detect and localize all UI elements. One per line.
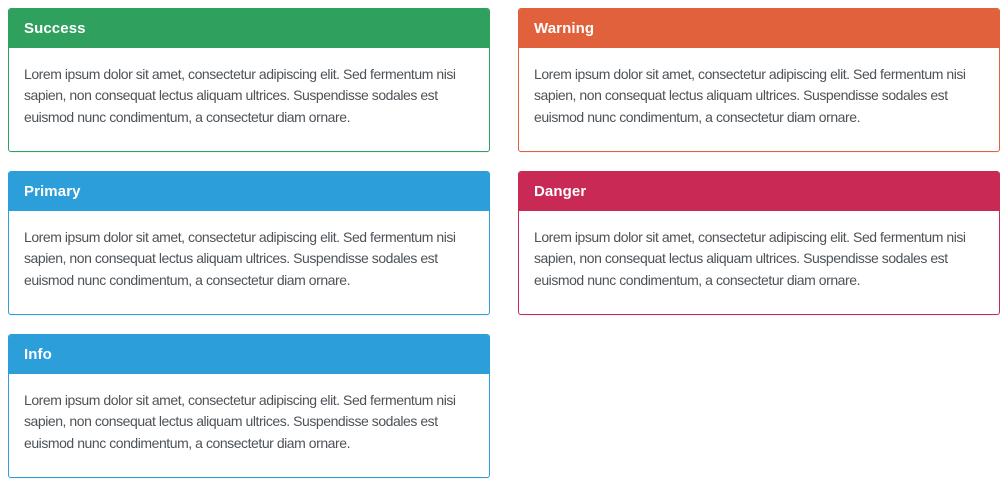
panel-primary-title: Primary [24,183,81,200]
panel-primary [8,171,490,315]
panel-info [8,334,490,478]
panel-success-heading [8,8,490,48]
panel-danger [518,171,1000,315]
panel-warning-body [519,48,999,151]
panel-primary-text: Lorem ipsum dolor sit amet, consectetur adipiscing elit. Sed fermentum nisi sapien, non consequat lectus aliquam ultrices. Suspendisse sodales est euismod nunc condimentum, a consectetur diam ornare. [24,229,456,288]
panel-primary-body [9,211,489,314]
panel-info-body [9,374,489,477]
panel-danger-body [519,211,999,314]
panel-warning-title: Warning [534,20,595,37]
panel-success [8,8,490,152]
panel-info-title: Info [24,346,52,363]
panel-danger-title: Danger [534,183,587,200]
panel-info-heading [8,334,490,374]
panel-success-title: Success [24,20,86,37]
panel-primary-heading [8,171,490,211]
panel-info-text: Lorem ipsum dolor sit amet, consectetur adipiscing elit. Sed fermentum nisi sapien, non consequat lectus aliquam ultrices. Suspendisse sodales est euismod nunc condimentum, a consectetur diam ornare. [24,392,456,451]
panel-success-text: Lorem ipsum dolor sit amet, consectetur adipiscing elit. Sed fermentum nisi sapien, non consequat lectus aliquam ultrices. Suspendisse sodales est euismod nunc condimentum, a consectetur diam ornare. [24,66,456,125]
panel-grid [8,8,1000,478]
panel-warning [518,8,1000,152]
panel-warning-heading [518,8,1000,48]
panel-danger-heading [518,171,1000,211]
panel-warning-text: Lorem ipsum dolor sit amet, consectetur adipiscing elit. Sed fermentum nisi sapien, non consequat lectus aliquam ultrices. Suspendisse sodales est euismod nunc condimentum, a consectetur diam ornare. [534,66,966,125]
panel-success-body [9,48,489,151]
panel-danger-text: Lorem ipsum dolor sit amet, consectetur adipiscing elit. Sed fermentum nisi sapien, non consequat lectus aliquam ultrices. Suspendisse sodales est euismod nunc condimentum, a consectetur diam ornare. [534,229,966,288]
